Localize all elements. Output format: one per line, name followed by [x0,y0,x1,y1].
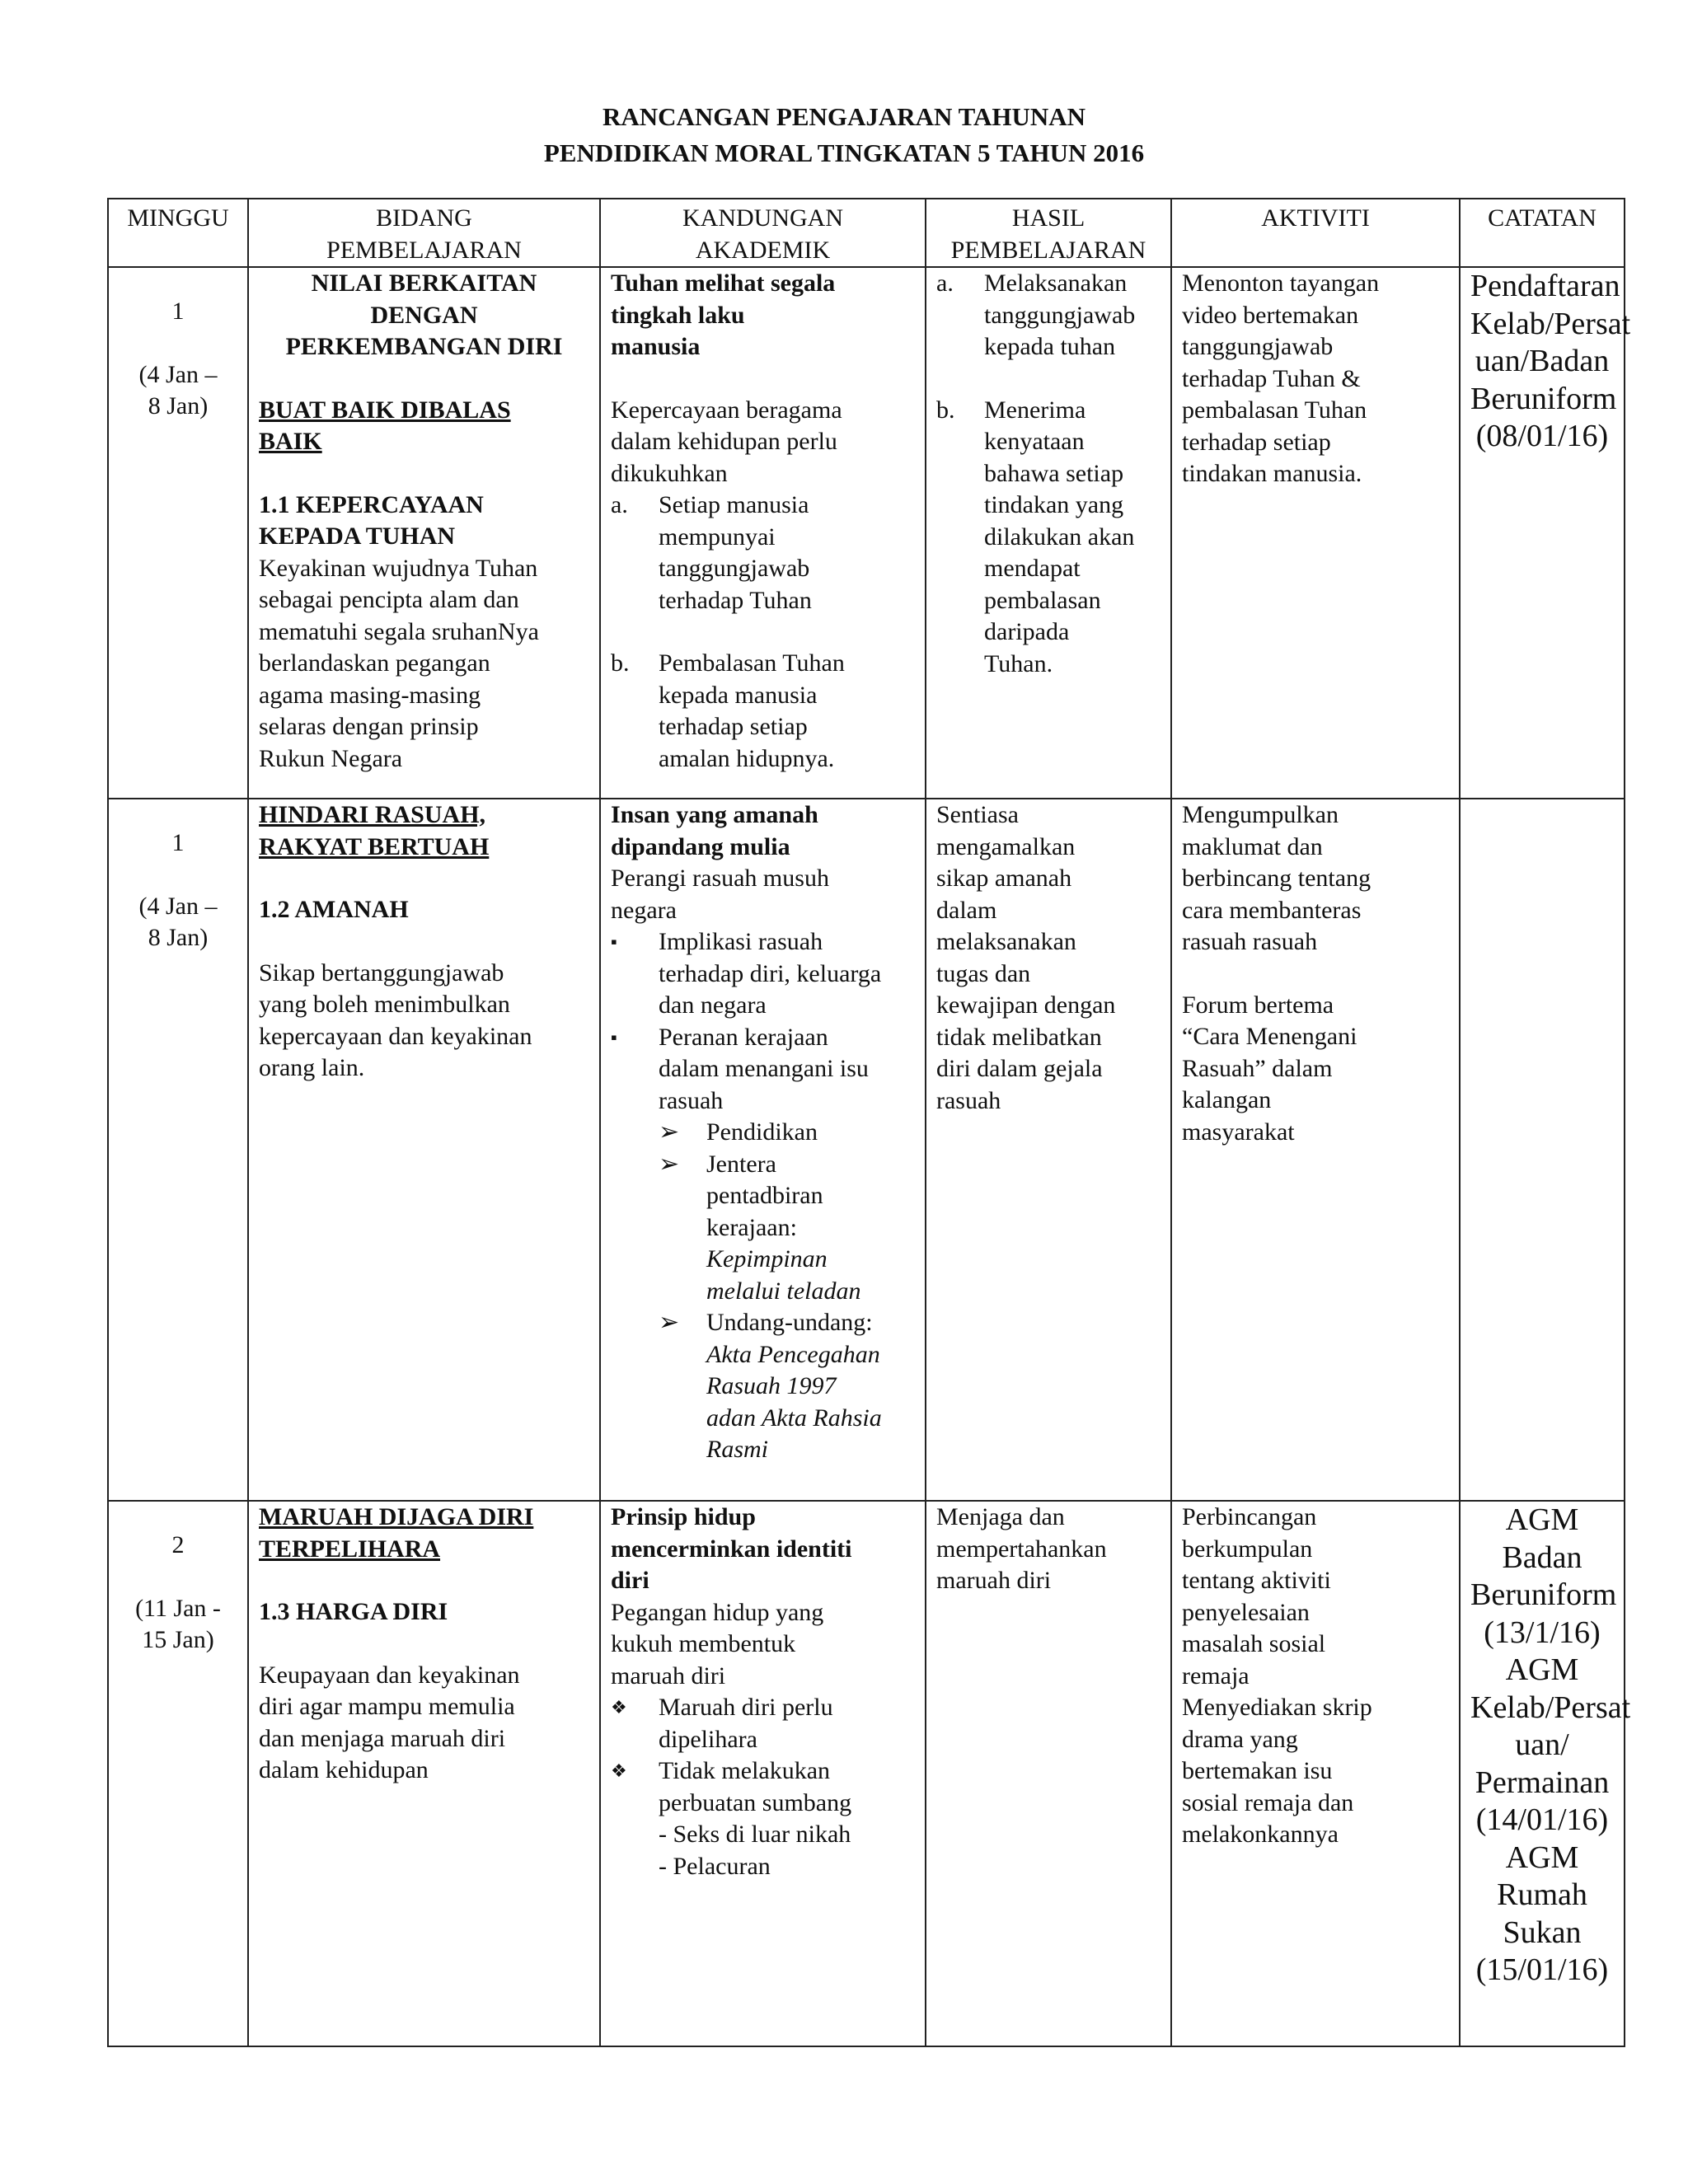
arrow-bullet-icon: ➢ [659,1309,680,1336]
title-line-1: RANCANGAN PENGAJARAN TAHUNAN [602,102,1086,131]
week-date: (4 Jan – 8 Jan) [138,892,218,951]
catatan-cell: Pendaftaran Kelab/Persat uan/Badan Beruniform (08/01/16) [1460,267,1625,799]
bidang-cell [248,267,600,799]
aktiviti-cell: Menonton tayangan video bertemakan tanggungjawab terhadap Tuhan & pembalasan Tuhan terhadap setiap tindakan manusia. [1171,267,1460,799]
table-row [108,267,1625,799]
document-title [0,99,1688,171]
list-item: ➢ Undang-undang: Akta Pencegahan Rasuah 1997 adan Akta Rahsia Rasmi [611,1307,915,1466]
square-bullet-icon: ▪ [611,931,617,952]
week-number: 1 [171,298,185,325]
kandungan-cell [600,267,926,799]
header-catatan: CATATAN [1460,199,1625,267]
bidang-cell [248,799,600,1501]
list-item: ❖ Maruah diri perlu dipelihara [611,1692,915,1755]
list-item: - Seks di luar nikah [659,1821,851,1848]
hasil-cell [926,267,1171,799]
theme-title: BUAT BAIK DIBALAS BAIK [259,396,511,455]
table-row [108,1501,1625,2046]
section-heading: NILAI BERKAITAN DENGAN PERKEMBANGAN DIRI [285,269,563,360]
topic-title: 1.1 KEPERCAYAAN KEPADA TUHAN [259,490,484,550]
header-row [108,199,1625,267]
aktiviti-cell: Mengumpulkan maklumat dan berbincang tentang cara membanteras rasuah rasuah Forum bertema “Cara Menengani Rasuah” dalam kalangan masyarakat [1171,799,1460,1501]
kandungan-cell [600,1501,926,2046]
topic-title: 1.2 AMANAH [259,896,409,923]
content-intro: Perangi rasuah musuh negara [611,865,829,924]
lesson-plan-table [107,198,1631,2047]
header-hasil: HASIL PEMBELAJARAN [926,199,1171,267]
content-intro: Kepercayaan beragama dalam kehidupan perlu dikukuhkan [611,396,842,487]
list-item: b. Menerima kenyataan bahawa setiap tindakan yang dilakukan akan mendapat pembalasan daripada Tuhan. [936,396,1135,677]
list-item: ➢ Pendidikan [611,1117,915,1149]
topic-description: Keupayaan dan keyakinan diri agar mampu memulia dan menjaga maruah diri dalam kehidupan [259,1661,520,1783]
header-minggu: MINGGU [108,199,248,267]
topic-description: Keyakinan wujudnya Tuhan sebagai pencipta alam dan mematuhi segala sruhanNya berlandaskan pegangan agama masing-masing selaras dengan prinsip Rukun Negara [259,554,539,772]
list-item: a. Melaksanakan tanggungjawab kepada tuhan [936,269,1136,360]
arrow-bullet-icon: ➢ [659,1118,680,1146]
content-intro: Pegangan hidup yang kukuh membentuk maruah diri [611,1598,824,1690]
header-kandungan: KANDUNGAN AKADEMIK [600,199,926,267]
list-item: ➢ Jentera pentadbiran kerajaan: Kepimpinan melalui teladan [611,1149,915,1308]
diamond-bullet-icon: ❖ [611,1760,627,1781]
diamond-bullet-icon: ❖ [611,1697,627,1718]
arrow-bullet-icon: ➢ [659,1150,680,1178]
content-heading: Prinsip hidup mencerminkan identiti diri [611,1503,852,1594]
week-number: 1 [171,829,185,856]
aktiviti-cell: Perbincangan berkumpulan tentang aktiviti penyelesaian masalah sosial remaja Menyediakan skrip drama yang bertemakan isu sosial remaja dan melakonkannya [1171,1501,1460,2046]
kandungan-cell [600,799,926,1501]
catatan-cell: AGM Badan Beruniform (13/1/16) AGM Kelab/Persat uan/ Permainan (14/01/16) AGM Rumah Sukan (15/01/16) [1460,1501,1625,2046]
theme-title: MARUAH DIJAGA DIRI TERPELIHARA [259,1503,534,1563]
hasil-cell: Sentiasa mengamalkan sikap amanah dalam melaksanakan tugas dan kewajipan dengan tidak melibatkan diri dalam gejala rasuah [926,799,1171,1501]
bidang-cell [248,1501,600,2046]
topic-title: 1.3 HARGA DIRI [259,1598,448,1625]
week-date: (11 Jan - 15 Jan) [135,1594,221,1653]
topic-description: Sikap bertanggungjawab yang boleh menimbulkan kepercayaan dan keyakinan orang lain. [259,958,532,1081]
list-item: ❖ Tidak melakukan perbuatan sumbang [611,1755,915,1819]
list-item: b. Pembalasan Tuhan kepada manusia terhadap setiap amalan hidupnya. [611,649,845,772]
week-cell [108,267,248,799]
square-bullet-icon: ▪ [611,1026,617,1047]
catatan-cell [1460,799,1625,1501]
title-line-2: PENDIDIKAN MORAL TINGKATAN 5 TAHUN 2016 [543,138,1145,167]
header-bidang: BIDANG PEMBELAJARAN [248,199,600,267]
week-cell [108,799,248,1501]
week-cell [108,1501,248,2046]
week-number: 2 [171,1531,185,1558]
list-item: ▪ Implikasi rasuah terhadap diri, keluarga dan negara [611,926,915,1022]
list-item: ▪ Peranan kerajaan dalam menangani isu rasuah [611,1022,915,1118]
list-item: a. Setiap manusia mempunyai tanggungjawab terhadap Tuhan [611,491,812,614]
list-item: - Pelacuran [659,1852,771,1880]
theme-title: HINDARI RASUAH, RAKYAT BERTUAH [259,801,490,860]
content-heading: Tuhan melihat segala tingkah laku manusia [611,269,836,360]
hasil-cell: Menjaga dan mempertahankan maruah diri [926,1501,1171,2046]
header-aktiviti: AKTIVITI [1171,199,1460,267]
table-row [108,799,1625,1501]
week-date: (4 Jan – 8 Jan) [138,360,218,419]
content-heading: Insan yang amanah dipandang mulia [611,801,818,860]
